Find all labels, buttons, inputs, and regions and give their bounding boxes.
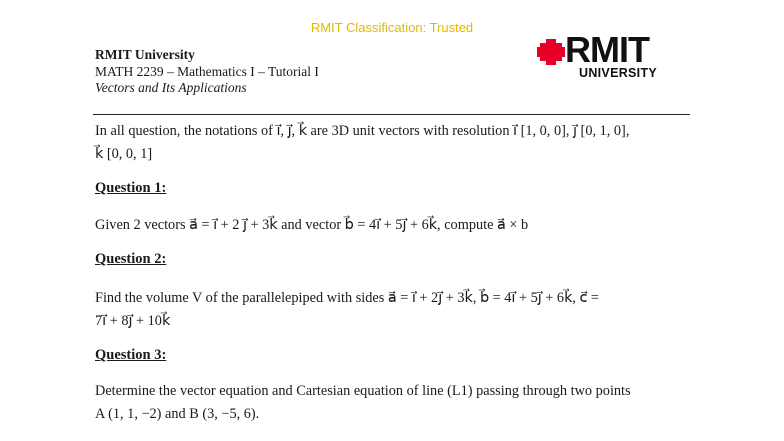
question-2-heading: Question 2: xyxy=(95,251,167,267)
classification-label: RMIT Classification: Trusted xyxy=(310,20,474,35)
question-1-text xyxy=(95,214,695,237)
rmit-logo xyxy=(537,29,677,85)
tutorial-subtitle: Vectors and Its Applications xyxy=(95,80,247,95)
question-1-line-1: Given 2 vectors a⃗ = i⃗ + 2 j⃗ + 3k⃗ and vector b⃗ = 4i⃗ + 5j⃗ + 6k⃗, compute a⃗ × b xyxy=(95,217,529,233)
question-1-heading: Question 1: xyxy=(95,180,167,196)
intro-paragraph xyxy=(95,120,695,166)
intro-line-2: k⃗ [0, 0, 1] xyxy=(95,146,153,162)
header-divider xyxy=(93,114,690,115)
question-2-text xyxy=(95,287,695,333)
logo-subtext: UNIVERSITY xyxy=(579,66,658,80)
question-3-text xyxy=(95,380,695,426)
question-3-line-2: A (1, 1, −2) and B (3, −5, 6). xyxy=(95,406,260,422)
question-3-heading: Question 3: xyxy=(95,347,167,363)
question-3-line-1: Determine the vector equation and Cartesian equation of line (L1) passing through two points xyxy=(95,383,631,399)
question-2-line-2: 7i⃗ + 8j⃗ + 10k⃗ xyxy=(95,313,171,329)
course-title: MATH 2239 – Mathematics I – Tutorial I xyxy=(95,63,319,79)
rmit-pixel-mark-icon xyxy=(537,39,565,65)
logo-wordmark: RMIT xyxy=(565,29,649,70)
institution-name: RMIT University xyxy=(95,47,195,62)
document-header xyxy=(95,47,319,97)
intro-line-1: In all question, the notations of i⃗, j⃗, k⃗ are 3D unit vectors with resolution i⃗ [1, 0, 0], j⃗ [0, 1, 0], xyxy=(95,123,630,139)
question-2-line-1: Find the volume V of the parallelepiped with sides a⃗ = i⃗ + 2j⃗ + 3k⃗, b⃗ = 4i⃗ + 5j⃗ + 6k⃗, c⃗ = xyxy=(95,290,599,306)
